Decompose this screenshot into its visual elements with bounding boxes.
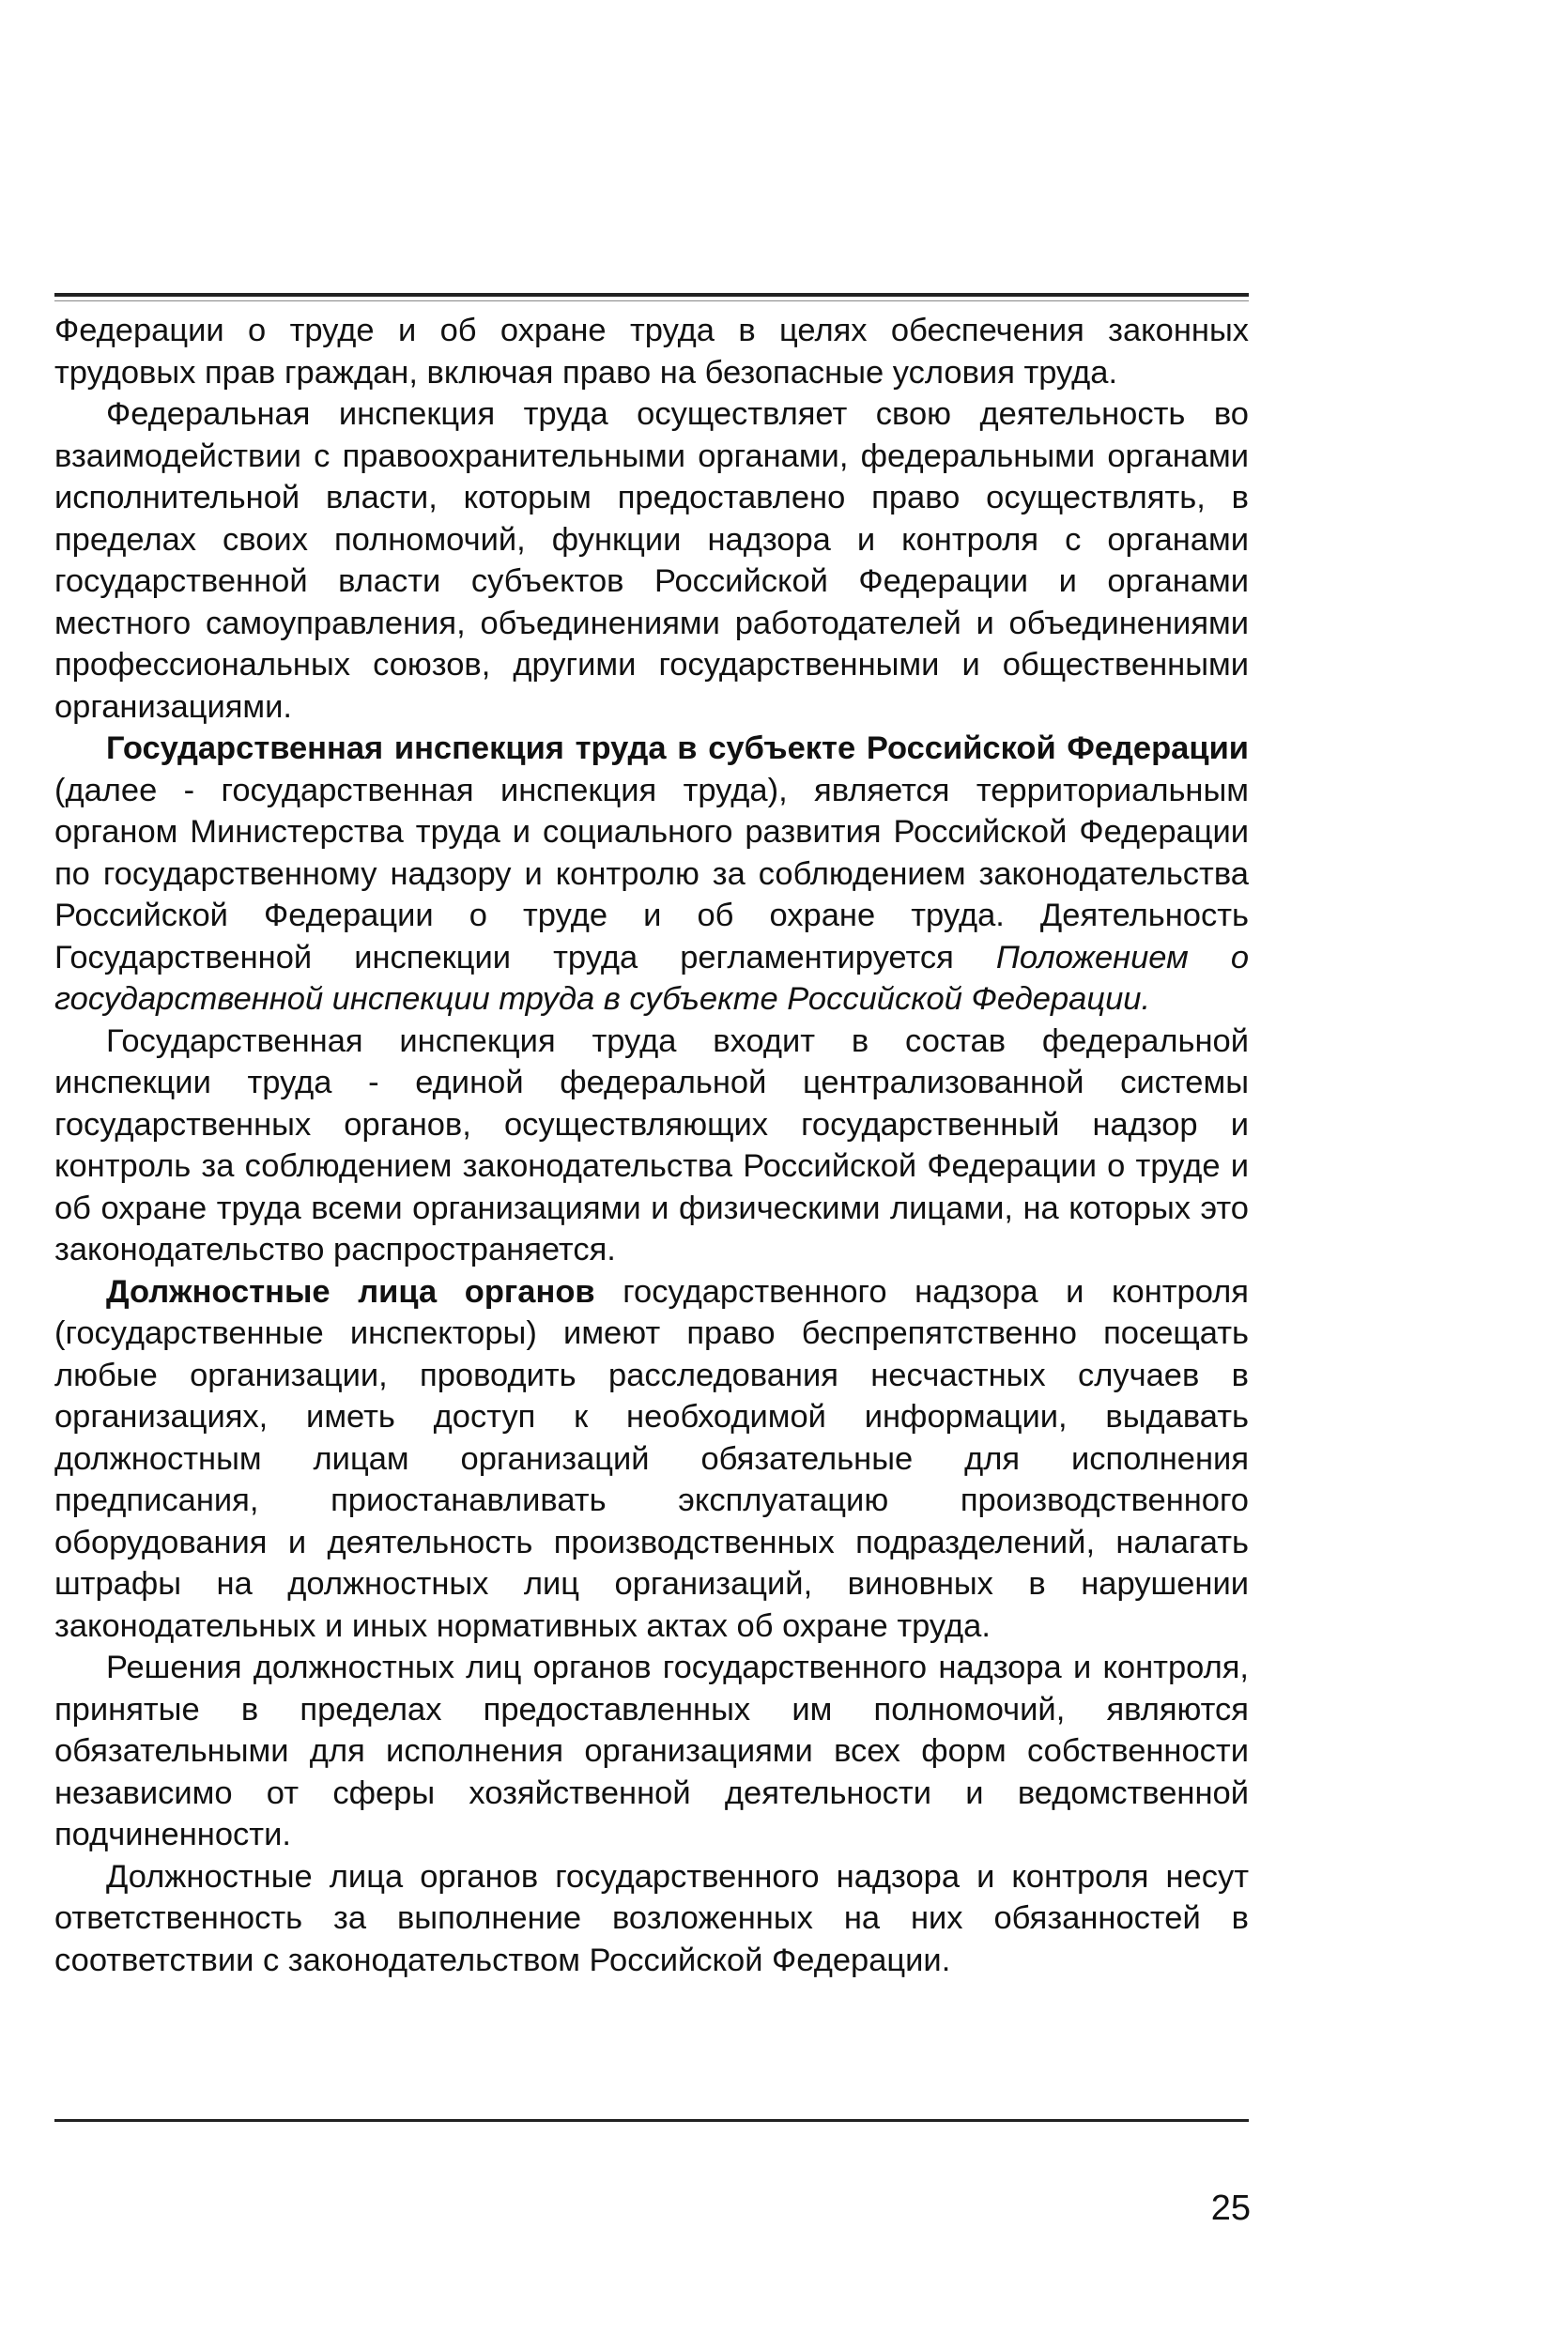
footer-rule (54, 2119, 1249, 2122)
paragraph-text: государственного надзора и контроля (государственные инспекторы) имеют право беспрепятственно посещать любые организации, проводить расследования несчастных случаев в организациях, иметь доступ к необходимой информации, выдавать должностным лицам организаций обязательные для исполнения предписания, приостанавливать эксплуатацию производственного оборудования и деятельность производственных подразделений, налагать штрафы на должностных лиц организаций, виновных в нарушении законодательных и иных нормативных актах об охране труда. (54, 1273, 1249, 1644)
paragraph-lead-bold: Должностные лица органов (106, 1273, 595, 1310)
paragraph-lead-bold: Государственная инспекция труда в субъекте Российской Федерации (106, 730, 1249, 766)
paragraph-inspection-system (54, 1021, 1249, 1271)
paragraph-federal-inspection (54, 393, 1249, 728)
paragraph-continuation (54, 310, 1249, 393)
paragraph-text: (далее - государственная инспекция труда), является территориальным органом Министерства труда и социального развития Российской Федерации по государственному надзору и контролю за соблюдением законодательства Российской Федерации о труде и об охране труда. Деятельность Государственной инспекции труда регламентируется (54, 772, 1249, 975)
paragraph-decisions (54, 1647, 1249, 1856)
paragraph-text: Федерации о труде и об охране труда в целях обеспечения законных трудовых прав граждан, включая право на безопасные условия труда. (54, 313, 1249, 391)
body-text (54, 310, 1249, 1981)
paragraph-text: Решения должностных лиц органов государственного надзора и контроля, принятые в пределах предоставленных им полномочий, являются обязательными для исполнения организациями всех форм собственности независимо от сферы хозяйственной деятельности и ведомственной подчиненности. (54, 1650, 1249, 1852)
paragraph-officials-rights (54, 1271, 1249, 1648)
header-rule (54, 293, 1249, 297)
paragraph-state-inspection (54, 728, 1249, 1021)
paragraph-responsibility (54, 1856, 1249, 1982)
header-rule-thin (54, 300, 1249, 301)
paragraph-text: Федеральная инспекция труда осуществляет свою деятельность во взаимодействии с правоохранительными органами, федеральными органами исполнительной власти, которым предоставлено право осуществлять, в пределах своих полномочий, функции надзора и контроля с органами государственной власти субъектов Российской Федерации и органами местного самоуправления, объединениями работодателей и объединениями профессиональных союзов, другими государственными и общественными организациями. (54, 396, 1249, 725)
paragraph-text: Должностные лица органов государственного надзора и контроля несут ответственность за выполнение возложенных на них обязанностей в соответствии с законодательством Российской Федерации. (54, 1858, 1249, 1978)
paragraph-italic-reference: Положением о государственной инспекции труда в субъекте Российской Федерации. (54, 939, 1250, 1017)
paragraph-text: Государственная инспекция труда входит в состав федеральной инспекции труда - единой федеральной централизованной системы государственных органов, осуществляющих государственный надзор и контроль за соблюдением законодательства Российской Федерации о труде и об охране труда всеми организациями и физическими лицами, на которых это законодательство распространяется. (54, 1022, 1249, 1267)
page-number: 25 (1210, 2189, 1251, 2228)
